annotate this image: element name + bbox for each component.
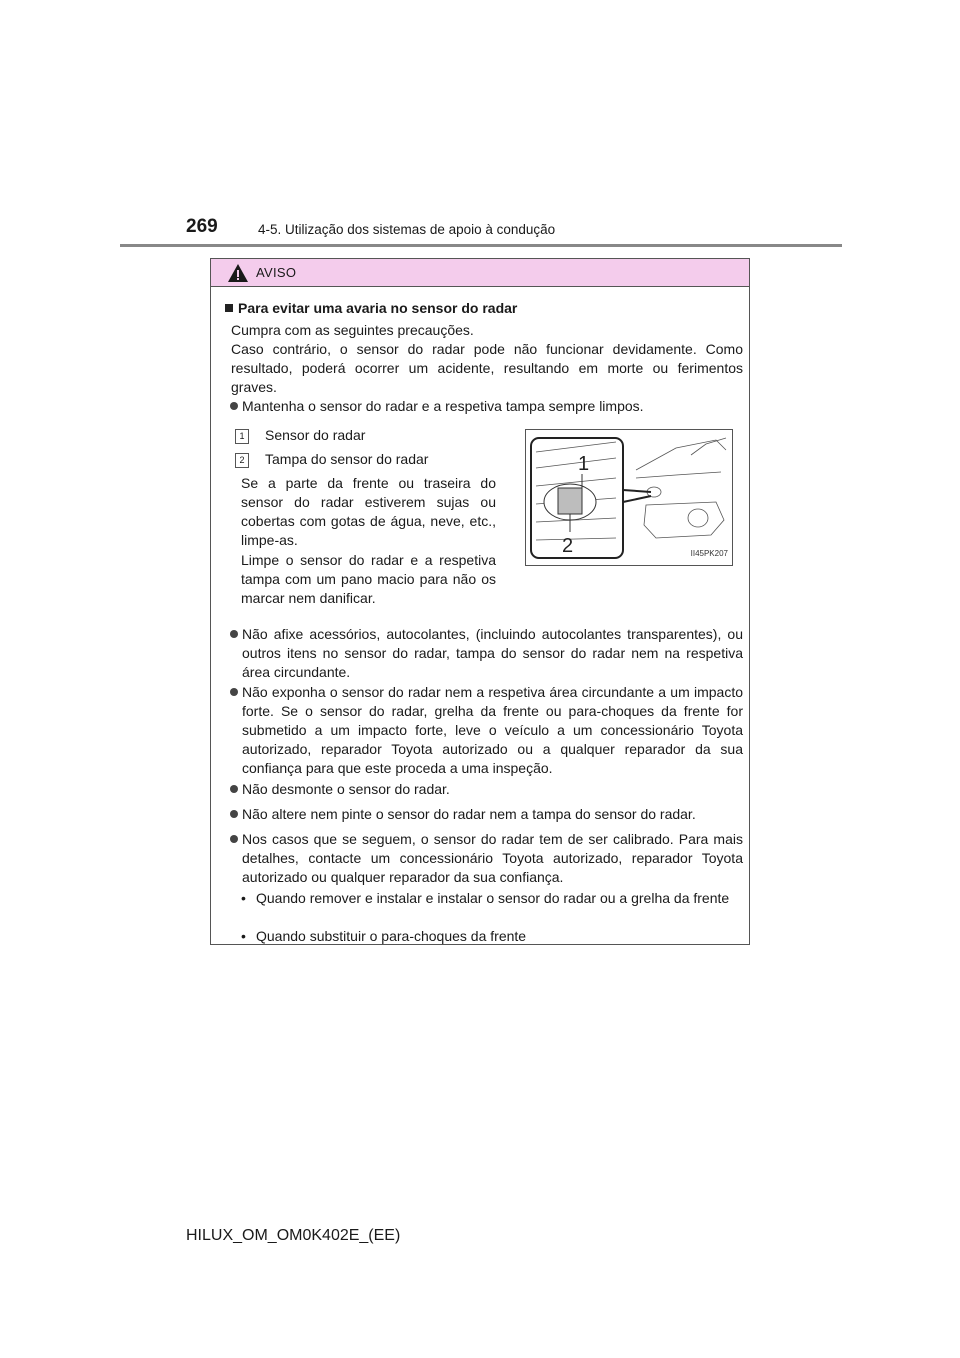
square-bullet-icon: [225, 304, 233, 312]
section-title: 4-5. Utilização dos sistemas de apoio à condução: [258, 222, 556, 237]
warning-triangle-icon: [227, 263, 249, 283]
dash-item-bumper: • Quando substituir o para-choques da frente: [241, 927, 743, 946]
bullet-no-paint: Não altere nem pinte o sensor do radar nem a tampa do sensor do radar.: [229, 805, 743, 824]
item-1-label: Sensor do radar: [265, 427, 366, 443]
bullet-no-impact: Não exponha o sensor do radar nem a respetiva área circundante a um impacto forte. Se o sensor do radar, grelha da frente ou para-choques da frente for submetido a um impacto forte, leve o veículo a um concessionário Toyota autorizado, reparador Toyota autorizado ou a qualquer reparador da sua confiança para que este proceda a uma inspeção.: [229, 683, 743, 778]
numbered-item-1: [235, 426, 365, 445]
intro-line-1: Cumpra com as seguintes precauções.: [231, 322, 474, 338]
dash-item-remove: • Quando remover e instalar e instalar o sensor do radar ou a grelha da frente: [241, 889, 743, 908]
sub-text-dirty: Se a parte da frente ou traseira do sensor do radar estiverem sujas ou cobertas com gotas de água, neve, etc., limpe-as.: [241, 475, 496, 548]
bullet-no-accessories: Não afixe acessórios, autocolantes, (incluindo autocolantes transparentes), ou outros itens no sensor do radar, tampa do sensor do radar nem na respetiva área circundante.: [229, 625, 743, 682]
footer-doc-code: HILUX_OM_OM0K402E_(EE): [186, 1227, 401, 1244]
illustration-code: II45PK207: [690, 549, 728, 558]
page-number: 269: [186, 216, 218, 237]
radar-sensor-illustration: [525, 429, 733, 566]
callout-1: 1: [578, 453, 590, 475]
item-2-label: Tampa do sensor do radar: [265, 451, 429, 467]
warning-box: [210, 258, 750, 945]
number-box: 1: [235, 429, 249, 444]
warning-header: [211, 259, 749, 287]
warning-heading: [225, 299, 517, 318]
callout-2: 2: [562, 535, 574, 557]
intro-line-2: Caso contrário, o sensor do radar pode não funcionar devidamente. Como resultado, poderá ocorrer um acidente, resultando em morte ou ferimentos graves.: [231, 341, 743, 395]
numbered-item-2: [235, 450, 428, 469]
bullet-no-disassemble: Não desmonte o sensor do radar.: [229, 780, 743, 799]
sub-text-wipe: Limpe o sensor do radar e a respetiva tampa com um pano macio para não os marcar nem danificar.: [241, 552, 496, 606]
number-box: 2: [235, 453, 249, 468]
header-rule: [120, 244, 842, 247]
warning-heading-text: Para evitar uma avaria no sensor do radar: [238, 300, 518, 316]
bullet-keep-clean: Mantenha o sensor do radar e a respetiva tampa sempre limpos.: [229, 397, 743, 416]
warning-label: AVISO: [256, 265, 297, 280]
bullet-calibration: Nos casos que se seguem, o sensor do radar tem de ser calibrado. Para mais detalhes, contacte um concessionário Toyota autorizado, reparador Toyota autorizado ou qualquer reparador da sua confiança.: [229, 830, 743, 887]
